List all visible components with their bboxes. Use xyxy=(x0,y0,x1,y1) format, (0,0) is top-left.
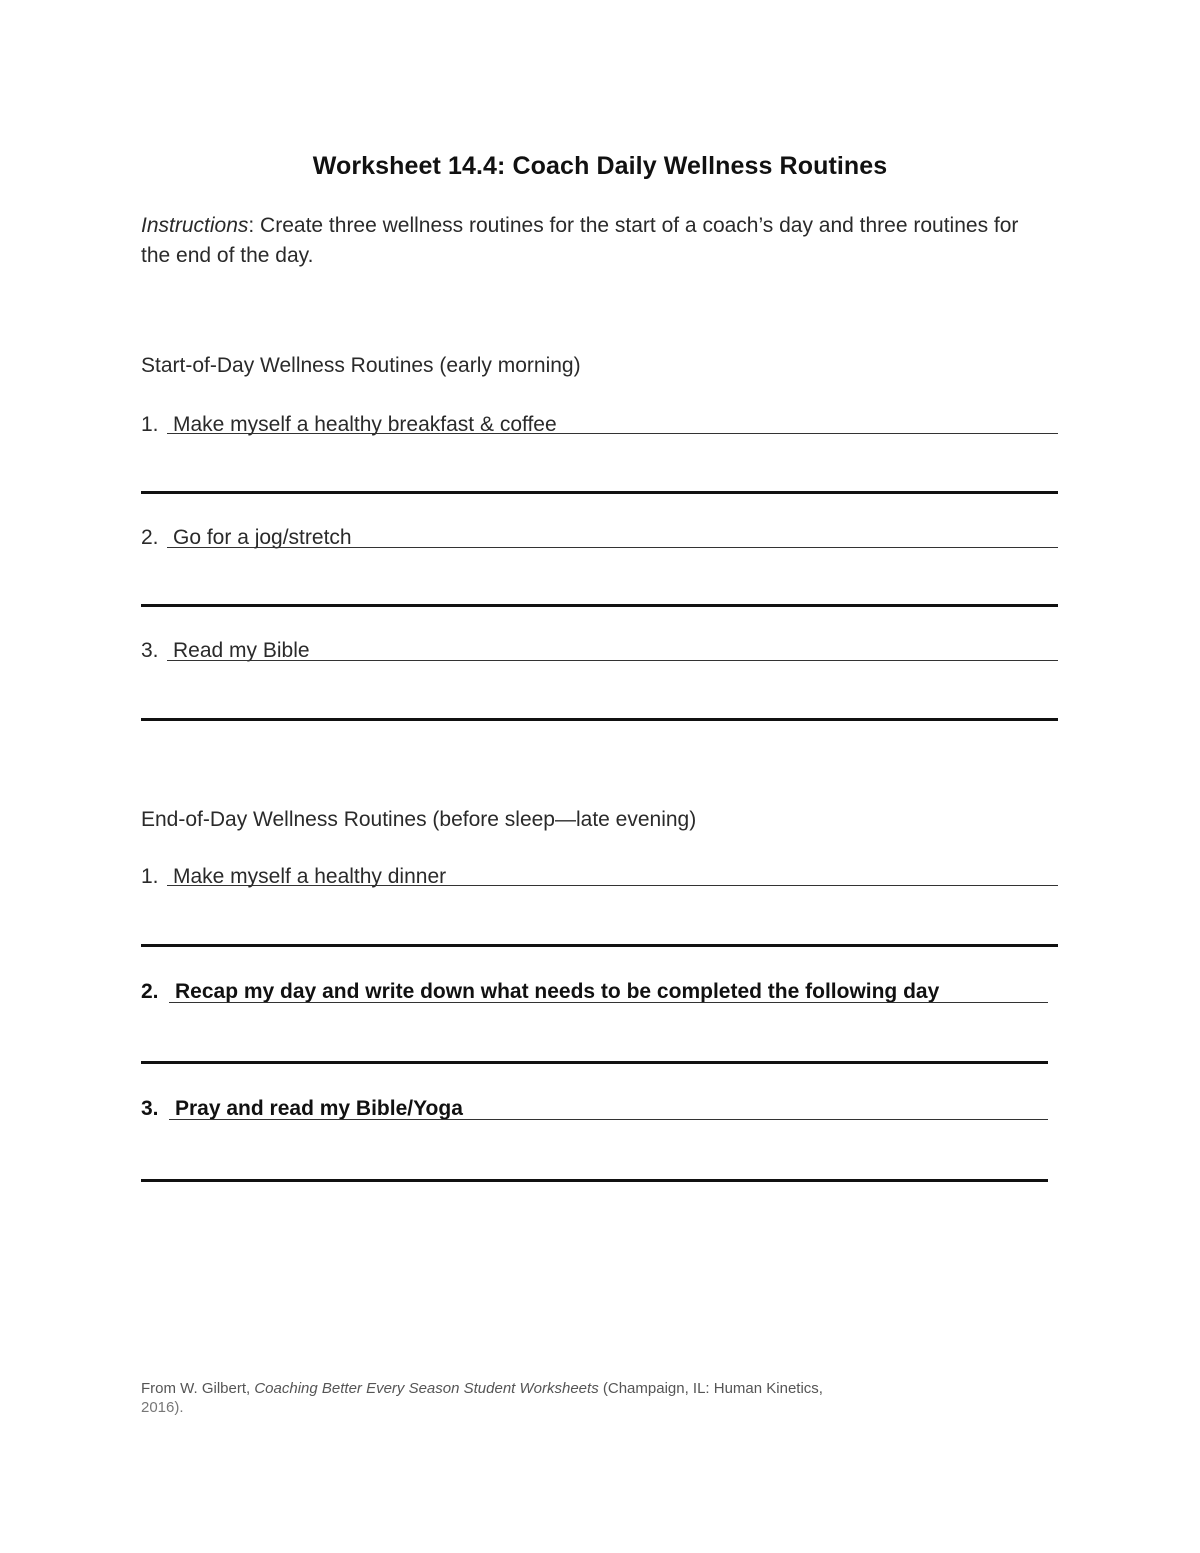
item-text-field[interactable]: Make myself a healthy breakfast & coffee xyxy=(173,413,557,436)
citation-overflow: 2016). xyxy=(141,1399,184,1416)
answer-blank-line xyxy=(141,944,1058,947)
instructions xyxy=(141,211,1041,271)
page-title: Worksheet 14.4: Coach Daily Wellness Routines xyxy=(312,152,888,180)
item-number: 2. xyxy=(141,980,159,1003)
item-number: 3. xyxy=(141,1097,159,1120)
end-of-day-heading: End-of-Day Wellness Routines (before sleep—late evening) xyxy=(141,808,697,831)
citation xyxy=(141,1380,823,1397)
start-of-day-heading: Start-of-Day Wellness Routines (early morning) xyxy=(141,354,581,377)
item-number: 1. xyxy=(141,865,159,888)
citation-book-title: Coaching Better Every Season Student Worksheets xyxy=(254,1380,599,1397)
item-text-field[interactable]: Pray and read my Bible/Yoga xyxy=(175,1097,463,1120)
answer-underline xyxy=(167,547,1058,548)
instructions-text: : Create three wellness routines for the start of a coach’s day and three routines for the end of the day. xyxy=(141,214,1019,267)
answer-underline xyxy=(169,1002,1048,1003)
item-number: 3. xyxy=(141,639,159,662)
answer-underline xyxy=(167,433,1058,434)
answer-blank-line xyxy=(141,1061,1048,1064)
item-text-field[interactable]: Recap my day and write down what needs to be completed the following day xyxy=(175,980,940,1003)
item-text-field[interactable]: Go for a jog/stretch xyxy=(173,526,352,549)
answer-underline xyxy=(167,660,1058,661)
answer-blank-line xyxy=(141,604,1058,607)
citation-prefix: From W. Gilbert, xyxy=(141,1380,255,1397)
citation-suffix: (Champaign, IL: Human Kinetics, xyxy=(598,1380,823,1397)
answer-underline xyxy=(169,1119,1048,1120)
answer-underline xyxy=(167,885,1058,886)
item-number: 2. xyxy=(141,526,159,549)
item-text-field[interactable]: Make myself a healthy dinner xyxy=(173,865,447,888)
item-text-field[interactable]: Read my Bible xyxy=(173,639,310,662)
answer-blank-line xyxy=(141,1179,1048,1182)
answer-blank-line xyxy=(141,718,1058,721)
answer-blank-line xyxy=(141,491,1058,494)
instructions-label: Instructions xyxy=(141,214,249,237)
item-number: 1. xyxy=(141,413,159,436)
